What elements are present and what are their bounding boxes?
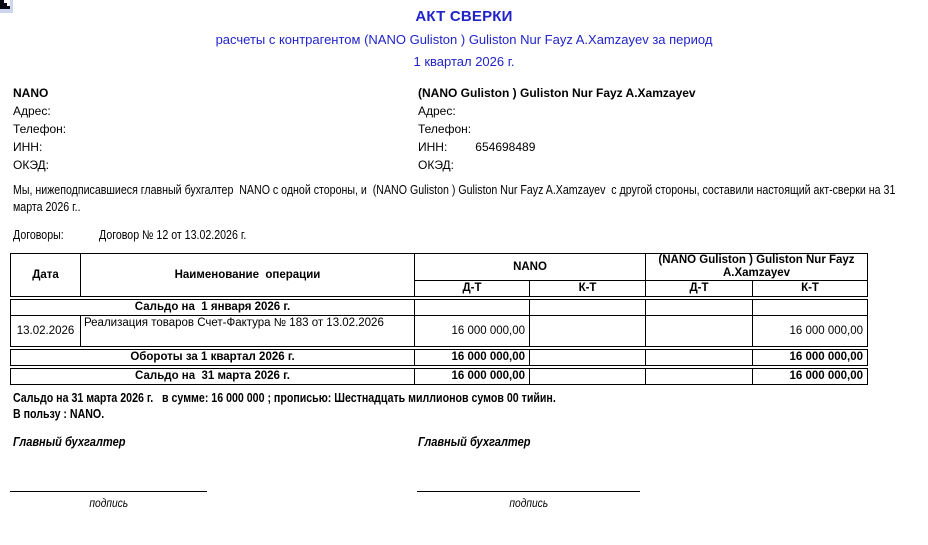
document-title: АКТ СВЕРКИ (415, 8, 513, 25)
closing-balance-label: Сальдо на 31 марта 2026 г. (11, 369, 415, 385)
summary-block (13, 390, 928, 422)
closing-org1-debit: 16 000 000,00 (415, 369, 530, 385)
document-subtitle: расчеты с контрагентом (NANO Guliston ) Guliston Nur Fayz A.Xamzayev за период (215, 32, 713, 47)
contracts-line (13, 228, 272, 242)
org-right-address-label: Адрес: (418, 104, 456, 118)
row-org2-credit: 16 000 000,00 (753, 316, 868, 347)
turnover-org1-debit: 16 000 000,00 (415, 350, 530, 366)
col-header-operation: Наименование операции (81, 254, 415, 297)
signature-caption-left-text: подпись (89, 496, 128, 510)
closing-balance-row (11, 369, 868, 385)
col-header-org2: (NANO Guliston ) Guliston Nur Fayz A.Xamzayev (646, 254, 868, 281)
col-header-date: Дата (11, 254, 81, 297)
preamble-text: Мы, нижеподписавшиеся главный бухгалтер NANO с одной стороны, и (NANO Guliston ) Guliston Nur Fayz A.Xamzayev с другой стороны, составили настоящий акт-сверки на 31 марта 2026 г.. (13, 183, 899, 214)
signature-line-right (417, 491, 640, 492)
signature-caption-right-text: подпись (509, 496, 548, 510)
opening-org2-debit (646, 300, 753, 316)
row-org1-credit (530, 316, 646, 347)
summary-amount-line: Сальдо на 31 марта 2026 г. в сумме: 16 000 000 ; прописью: Шестнадцать миллионов сумов 00 тийин. (13, 391, 556, 405)
turnover-org1-credit (530, 350, 646, 366)
signature-caption-left (10, 496, 207, 510)
row-operation: Реализация товаров Счет-Фактура № 183 от 13.02.2026 (81, 316, 415, 347)
table-turnover-block (10, 349, 868, 366)
signature-right-title (418, 434, 550, 449)
org-left-block (13, 84, 393, 174)
col-header-org2-credit: К-Т (753, 281, 868, 297)
org-left-name: NANO (13, 86, 49, 100)
org-left-address-label: Адрес: (13, 104, 51, 118)
opening-org1-credit (530, 300, 646, 316)
summary-favor-line: В пользу : NANO. (13, 407, 105, 421)
org-right-name: (NANO Guliston ) Guliston Nur Fayz A.Xamzayev (418, 86, 696, 100)
org-right-oked-label: ОКЭД: (418, 158, 455, 172)
signature-caption-right (417, 496, 640, 510)
org-right-block (418, 84, 898, 174)
document-period: 1 квартал 2026 г. (413, 54, 515, 69)
turnover-org2-debit (646, 350, 753, 366)
col-header-org1-credit: К-Т (530, 281, 646, 297)
signature-right-title-text: Главный бухгалтер (418, 434, 531, 449)
opening-balance-row (11, 300, 868, 316)
table-closing-block (10, 368, 868, 385)
signature-left-title-text: Главный бухгалтер (13, 434, 126, 449)
col-header-org2-debit: Д-Т (646, 281, 753, 297)
row-date: 13.02.2026 (11, 316, 81, 347)
table-body-block (10, 299, 868, 347)
col-header-org1: NANO (415, 254, 646, 281)
closing-org2-debit (646, 369, 753, 385)
row-org1-debit: 16 000 000,00 (415, 316, 530, 347)
contracts-value: Договор № 12 от 13.02.2026 г. (98, 228, 247, 242)
org-right-inn-label: ИНН: (418, 140, 448, 154)
opening-org1-debit (415, 300, 530, 316)
col-header-org1-debit: Д-Т (415, 281, 530, 297)
row-org2-debit (646, 316, 753, 347)
org-right-inn-value: 654698489 (475, 140, 536, 154)
table-header-block (10, 253, 868, 297)
org-right-inn-row (418, 138, 898, 156)
table-row (11, 316, 868, 347)
preamble-paragraph (13, 182, 928, 216)
org-left-inn-label: ИНН: (13, 140, 43, 154)
contracts-label: Договоры: (13, 228, 64, 242)
turnover-label: Обороты за 1 квартал 2026 г. (11, 350, 415, 366)
reconciliation-table (10, 253, 868, 387)
turnover-org2-credit: 16 000 000,00 (753, 350, 868, 366)
signature-left-title (13, 434, 145, 449)
org-left-oked-label: ОКЭД: (13, 158, 50, 172)
org-left-phone-label: Телефон: (13, 122, 67, 136)
signature-line-left (10, 491, 207, 492)
org-right-phone-label: Телефон: (418, 122, 472, 136)
document-title-block (0, 8, 928, 69)
closing-org2-credit: 16 000 000,00 (753, 369, 868, 385)
closing-org1-credit (530, 369, 646, 385)
opening-balance-label: Сальдо на 1 января 2026 г. (11, 300, 415, 316)
opening-org2-credit (753, 300, 868, 316)
turnover-row (11, 350, 868, 366)
